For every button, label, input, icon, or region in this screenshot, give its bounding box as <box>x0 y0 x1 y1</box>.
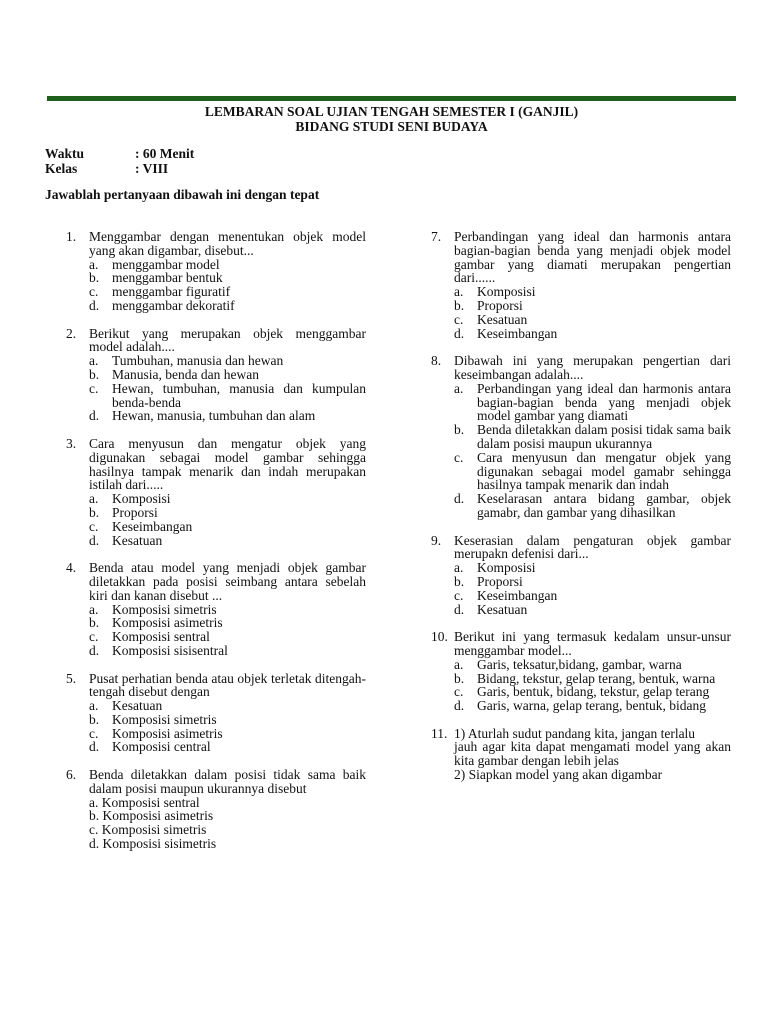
questions-right-column <box>431 230 731 796</box>
option <box>431 492 731 520</box>
option-letter: d. <box>89 532 100 548</box>
option <box>66 603 366 617</box>
option-letter: a. <box>454 284 464 300</box>
option-letter: a. <box>89 601 99 617</box>
option <box>66 740 366 754</box>
option-letter: c. <box>454 684 464 700</box>
option-letter: c. <box>454 449 464 465</box>
question-number: 4. <box>66 560 77 576</box>
option: a. Komposisi sentral <box>89 794 200 810</box>
instruction: Jawablah pertanyaan dibawah ini dengan tepat <box>45 187 320 202</box>
question-6 <box>66 768 366 851</box>
option-letter: b. <box>89 711 100 727</box>
option <box>431 299 731 313</box>
option: c. Komposisi simetris <box>89 822 207 838</box>
option-letter: c. <box>89 518 99 534</box>
option <box>431 313 731 327</box>
question-number: 1. <box>66 229 77 244</box>
option <box>66 382 366 410</box>
option-letter: c. <box>89 725 99 741</box>
option-text: Hewan, tumbuhan, manusia dan kumpulan benda-benda <box>112 380 366 410</box>
question-number: 10. <box>431 629 448 645</box>
question-number: 3. <box>66 435 77 451</box>
option: d. Komposisi sisimetris <box>89 836 217 852</box>
waktu-label: Waktu <box>45 146 85 161</box>
option <box>431 423 731 451</box>
option-text: Cara menyusun dan mengatur objek yang digunakan sebagai model gamabr sehingga hasilnya tampak menarik dan indah <box>477 449 731 493</box>
option <box>431 603 731 617</box>
option-text: Kesatuan <box>112 532 163 548</box>
option-text: Komposisi asimetris <box>112 615 223 631</box>
option <box>66 285 366 299</box>
option <box>66 713 366 727</box>
option-text: Manusia, benda dan hewan <box>112 366 259 382</box>
option-text: Proporsi <box>112 504 158 520</box>
option-text: Kesatuan <box>477 311 528 327</box>
question-1 <box>66 230 366 313</box>
option-text: Komposisi asimetris <box>112 725 223 741</box>
question-text: Berikut ini yang termasuk kedalam unsur-unsur menggambar model... <box>454 629 731 658</box>
question-number: 5. <box>66 670 77 686</box>
question-text: Perbandingan yang ideal dan harmonis antara bagian-bagian benda yang menjadi objek model gambar yang diamati merupakan pengertian dari...... <box>454 229 731 286</box>
option-letter: d. <box>89 739 100 755</box>
option: b. Komposisi asimetris <box>89 808 214 824</box>
exam-info <box>45 146 194 176</box>
question-11 <box>431 727 731 782</box>
option-letter: d. <box>454 325 465 341</box>
option <box>66 492 366 506</box>
option <box>66 699 366 713</box>
question-text: Berikut yang merupakan objek menggambar model adalah.... <box>89 325 366 355</box>
option-letter: b. <box>454 670 465 686</box>
option <box>431 451 731 492</box>
option-text: menggambar model <box>112 256 220 272</box>
option <box>66 616 366 630</box>
option-letter: a. <box>454 560 464 576</box>
option <box>431 658 731 672</box>
option <box>66 727 366 741</box>
option-letter: b. <box>89 504 100 520</box>
option-text: Proporsi <box>477 297 523 313</box>
option-text: Komposisi sentral <box>112 629 210 645</box>
question-5 <box>66 672 366 755</box>
option <box>66 520 366 534</box>
question-text: Cara menyusun dan mengatur objek yang digunakan sebagai model gambar sehingga hasilnya tampak menarik dan indah merupakan istilah dari..... <box>89 435 366 493</box>
question-7 <box>431 230 731 340</box>
option-letter: a. <box>89 491 99 507</box>
option-letter: a. <box>89 256 99 272</box>
option-letter: d. <box>454 601 465 617</box>
option-letter: b. <box>454 422 465 438</box>
question-number: 8. <box>431 353 442 369</box>
question-number: 2. <box>66 325 77 341</box>
option-text: Garis, bentuk, bidang, tekstur, gelap terang <box>477 684 710 700</box>
option <box>66 630 366 644</box>
question-text: Dibawah ini yang merupakan pengertian dari keseimbangan adalah.... <box>454 353 731 382</box>
option <box>431 285 731 299</box>
question-9 <box>431 534 731 617</box>
option-text: Kesatuan <box>112 698 163 714</box>
option-letter: b. <box>454 297 465 313</box>
option <box>66 354 366 368</box>
option-letter: b. <box>454 573 465 589</box>
question-text: Pusat perhatian benda atau objek terletak ditengah-tengah disebut dengan <box>89 670 366 700</box>
option <box>66 409 366 423</box>
option-text: menggambar bentuk <box>112 270 223 286</box>
question-10 <box>431 630 731 713</box>
option-text: Komposisi <box>477 560 536 576</box>
option <box>431 327 731 341</box>
option-letter: b. <box>89 615 100 631</box>
option-letter: c. <box>89 284 99 300</box>
option-text: Proporsi <box>477 573 523 589</box>
option-letter: d. <box>454 491 465 507</box>
option-text: Benda diletakkan dalam posisi tidak sama baik dalam posisi maupun ukurannya <box>477 422 731 451</box>
question-item-2: 2) Siapkan model yang akan digambar <box>454 767 663 783</box>
option <box>431 672 731 686</box>
option <box>66 506 366 520</box>
option-letter: b. <box>89 366 100 382</box>
question-text: Benda atau model yang menjadi objek gambar diletakkan pada posisi seimbang antara sebelah kiri dan kanan disebut ... <box>89 560 366 603</box>
option-text: Komposisi <box>477 284 536 300</box>
option-letter: d. <box>89 408 100 424</box>
questions-left-column <box>66 230 366 865</box>
question-text: 1) Aturlah sudut pandang kita, jangan terlalu <box>454 725 696 741</box>
option-text: Komposisi central <box>112 739 211 755</box>
option-text: Komposisi simetris <box>112 711 217 727</box>
option-text: Komposisi <box>112 491 171 507</box>
option <box>66 299 366 313</box>
option-letter: a. <box>454 656 464 672</box>
option-letter: a. <box>454 380 464 396</box>
option-text: Komposisi sisisentral <box>112 642 228 658</box>
question-text: Menggambar dengan menentukan objek model yang akan digambar, disebut... <box>89 229 366 258</box>
question-number: 11. <box>431 725 448 741</box>
question-8 <box>431 354 731 520</box>
option-text: Garis, warna, gelap terang, bentuk, bidang <box>477 698 707 714</box>
option-letter: c. <box>89 629 99 645</box>
option-text: menggambar figuratif <box>112 284 231 300</box>
option <box>431 575 731 589</box>
question-4 <box>66 561 366 658</box>
question-2 <box>66 327 366 424</box>
kelas-value: : VIII <box>135 161 169 176</box>
option-text: Komposisi simetris <box>112 601 217 617</box>
option-letter: b. <box>89 270 100 286</box>
option-letter: a. <box>89 698 99 714</box>
question-number: 7. <box>431 229 442 244</box>
option-text: Keseimbangan <box>477 325 558 341</box>
option-letter: d. <box>89 642 100 658</box>
option <box>431 699 731 713</box>
document-title: LEMBARAN SOAL UJIAN TENGAH SEMESTER I (GANJIL) <box>204 104 579 119</box>
option <box>66 644 366 658</box>
option <box>66 271 366 285</box>
option-text: Garis, teksatur,bidang, gambar, warna <box>477 656 682 672</box>
option-text: Hewan, manusia, tumbuhan dan alam <box>112 408 316 424</box>
kelas-label: Kelas <box>45 161 78 176</box>
document-subtitle: BIDANG STUDI SENI BUDAYA <box>295 119 488 134</box>
option <box>66 368 366 382</box>
option-text: Keselarasan antara bidang gambar, objek gamabr, dan gambar yang dihasilkan <box>477 491 731 520</box>
option <box>66 534 366 548</box>
waktu-value: : 60 Menit <box>135 146 195 161</box>
option <box>431 589 731 603</box>
option-text: Keseimbangan <box>112 518 193 534</box>
question-text: Keserasian dalam pengaturan objek gambar merupakn defenisi dari... <box>454 532 731 562</box>
option-text: Kesatuan <box>477 601 528 617</box>
question-number: 6. <box>66 767 77 783</box>
question-3 <box>66 437 366 547</box>
question-continuation: jauh agar kita dapat mengamati model yang akan kita gambar dengan lebih jelas <box>454 739 731 769</box>
option-letter: c. <box>89 380 99 396</box>
option-text: Tumbuhan, manusia dan hewan <box>112 353 284 369</box>
option-letter: c. <box>454 311 464 327</box>
option-letter: d. <box>454 698 465 714</box>
option-letter: d. <box>89 297 100 313</box>
option <box>66 258 366 272</box>
question-number: 9. <box>431 532 442 548</box>
option-text: menggambar dekoratif <box>112 297 235 313</box>
header-rule <box>47 96 736 101</box>
option <box>431 561 731 575</box>
option-letter: a. <box>89 353 99 369</box>
option-letter: c. <box>454 587 464 603</box>
option-text: Bidang, tekstur, gelap terang, bentuk, warna <box>477 670 716 686</box>
option <box>431 685 731 699</box>
option-text: Perbandingan yang ideal dan harmonis antara bagian-bagian benda yang menjadi objek model gambar yang diamati <box>477 380 731 424</box>
option-text: Keseimbangan <box>477 587 558 603</box>
option <box>431 382 731 423</box>
question-text: Benda diletakkan dalam posisi tidak sama baik dalam posisi maupun ukurannya disebut <box>89 767 366 796</box>
